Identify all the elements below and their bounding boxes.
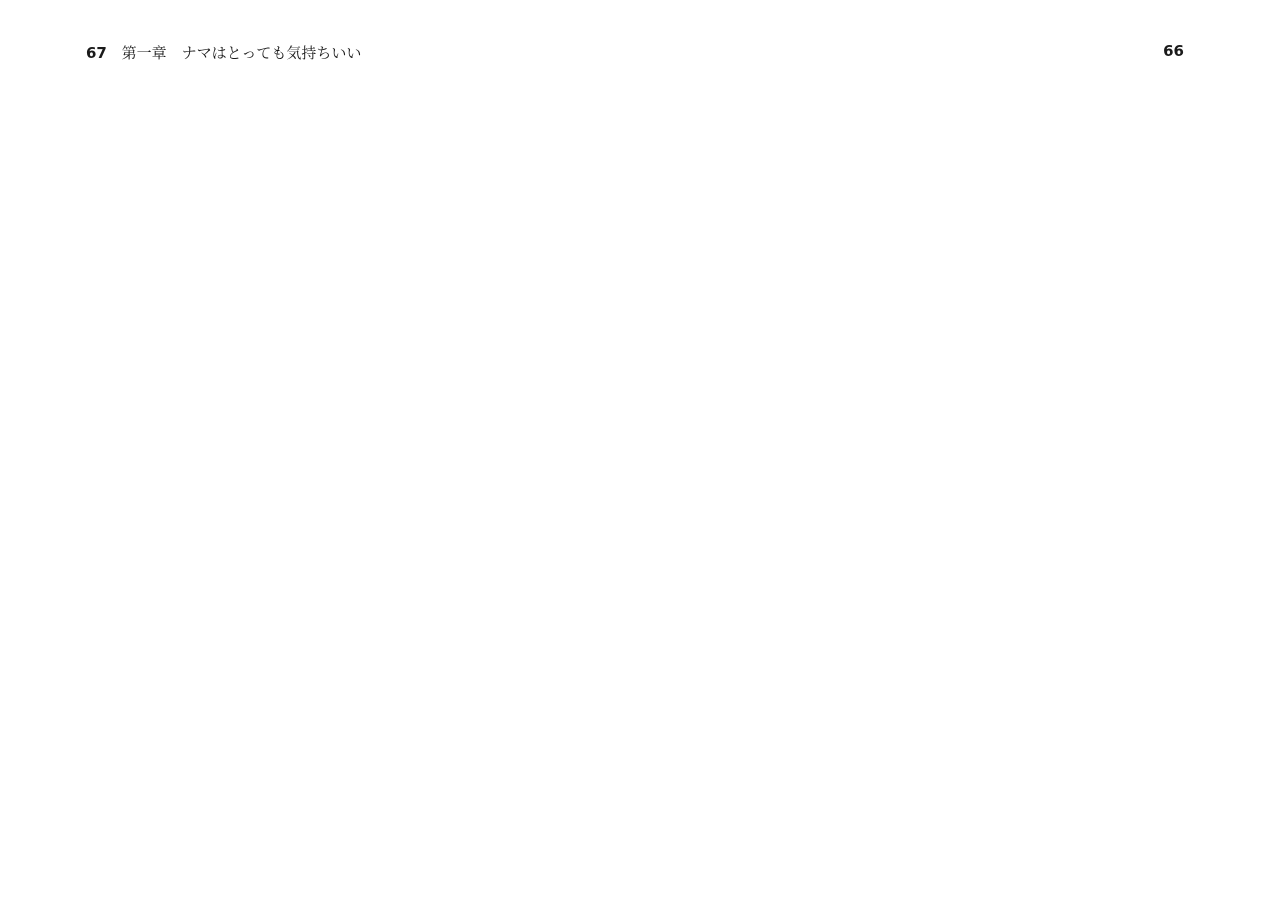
right-page-header xyxy=(1163,42,1194,60)
right-page-body xyxy=(712,80,1182,860)
right-page-number: 66 xyxy=(1163,42,1184,60)
running-head: 第一章 ナマはとっても気持ちいい xyxy=(121,44,362,62)
left-page-body xyxy=(86,80,556,860)
left-page-number: 67 xyxy=(86,44,107,62)
left-page-header xyxy=(86,42,361,63)
